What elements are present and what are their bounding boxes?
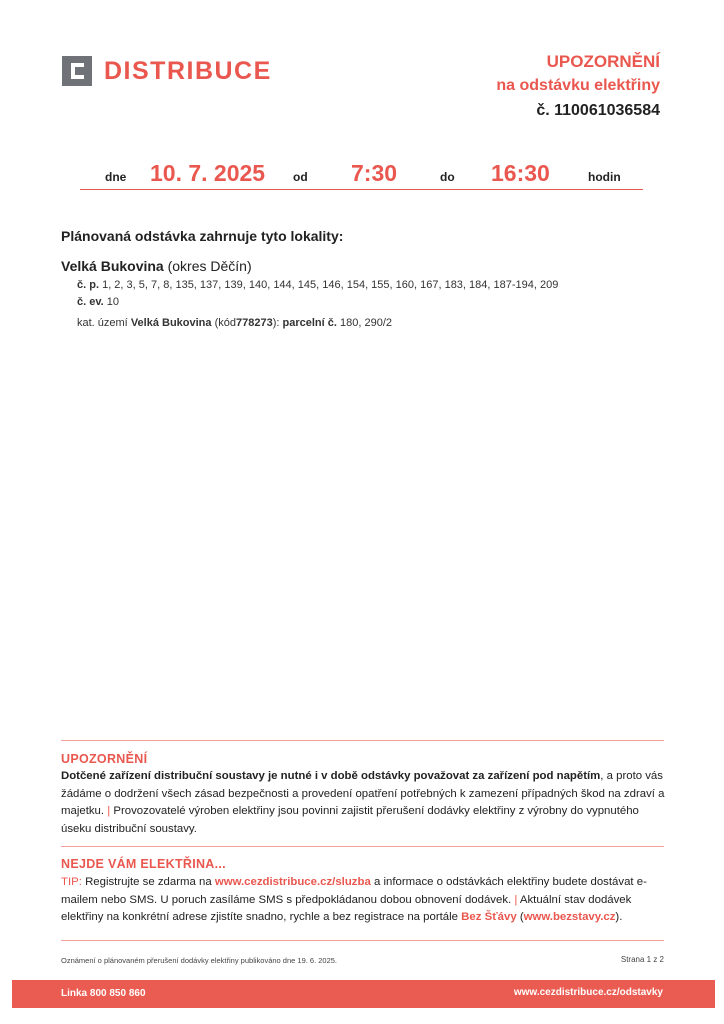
tip-label: TIP:: [61, 876, 82, 888]
portal-name: Bez Šťávy: [461, 911, 517, 923]
code-suffix: ):: [272, 317, 280, 329]
notice-subtitle: na odstávku elektřiny: [496, 77, 660, 94]
cev-values: 10: [106, 296, 120, 308]
time-from: 7:30: [351, 160, 398, 186]
page-number: Strana 1 z 2: [620, 955, 664, 964]
footer-bar: [12, 980, 715, 1008]
from-label: od: [293, 170, 308, 184]
no-power-text: [61, 874, 667, 927]
outage-date: 10. 7. 2025: [150, 160, 266, 186]
to-label: do: [440, 170, 455, 184]
warning-text-2: Provozovatelé výroben elektřiny jsou povinni zajistit přerušení dodávky elektřiny z výrobny do vypnutého úseku distribuční soustavy.: [61, 805, 639, 835]
notice-title: UPOZORNĚNÍ: [546, 52, 660, 71]
district-name: (okres Děčín): [167, 258, 252, 274]
logo-text: DISTRIBUCE: [104, 56, 272, 85]
cev-label: č. ev.: [77, 296, 104, 308]
separator: |: [514, 893, 518, 906]
hours-label: hodin: [588, 170, 621, 184]
time-to: 16:30: [491, 160, 550, 186]
parcel-label: parcelní č.: [282, 317, 337, 329]
portal-link[interactable]: www.bezstavy.cz: [523, 911, 616, 923]
localities-heading: Plánovaná odstávka zahrnuje tyto lokality:: [61, 228, 344, 244]
close-paren: ).: [615, 911, 623, 923]
cadastre-code: 778273: [236, 317, 273, 329]
hotline-phone[interactable]: Linka 800 850 860: [61, 988, 146, 999]
footer-url[interactable]: www.cezdistribuce.cz/odstavky: [513, 987, 663, 998]
no-power-text-2: a informace o odstávkách elektřiny budete dostávat e-mailem nebo SMS. U poruch zasíláme SMS s předpokládanou dobou obnovení dodávek.: [61, 876, 647, 906]
registration-link[interactable]: www.cezdistribuce.cz/sluzba: [214, 876, 371, 888]
company-logo: [62, 56, 272, 86]
open-paren: (: [519, 911, 524, 923]
warning-text-1: , a proto vás žádáme o dodržení všech zásad bezpečnosti a provedení opatření potřebných k zamezení případných škod na zdraví a majetku.: [61, 770, 665, 817]
parcel-values: 180, 290/2: [340, 317, 392, 329]
no-power-title: NEJDE VÁM ELEKTŘINA...: [61, 857, 226, 871]
divider: [61, 846, 664, 847]
warning-bold-text: Dotčené zařízení distribuční soustavy je nutné i v době odstávky považovat za zařízení pod napětím: [61, 770, 601, 782]
cadastre-line: [77, 317, 392, 329]
town-name: Velká Bukovina: [61, 258, 164, 274]
date-label: dne: [105, 170, 127, 184]
cp-values: 1, 2, 3, 5, 7, 8, 135, 137, 139, 140, 144, 145, 146, 154, 155, 160, 167, 183, 184, 187-194, 209: [102, 279, 559, 291]
outage-schedule: [80, 158, 643, 190]
divider: [61, 940, 664, 941]
notice-number: č. 110061036584: [536, 102, 660, 119]
notice-header: [496, 50, 660, 124]
cez-logo-icon: [62, 56, 92, 86]
separator: |: [107, 805, 111, 817]
warning-title: UPOZORNĚNÍ: [61, 752, 148, 766]
cp-label: č. p.: [77, 279, 100, 291]
cadastre-name: Velká Bukovina: [130, 317, 212, 329]
house-numbers: [77, 279, 558, 291]
no-power-text-1: Registrujte se zdarma na: [85, 876, 212, 888]
no-power-text-3: Aktuální stav dodávek elektřiny na konkrétní adrese zjistíte snadno, rychle a bez registrace na portále: [61, 893, 632, 923]
cadastre-prefix: kat. území: [77, 317, 128, 329]
publication-note: Oznámení o plánovaném přerušení dodávky elektřiny publikováno dne 19. 6. 2025.: [61, 956, 338, 965]
locality-town: [61, 258, 252, 274]
code-prefix: (kód: [214, 317, 236, 329]
warning-text: [61, 768, 667, 838]
registry-numbers: [77, 296, 119, 308]
divider: [61, 740, 664, 741]
